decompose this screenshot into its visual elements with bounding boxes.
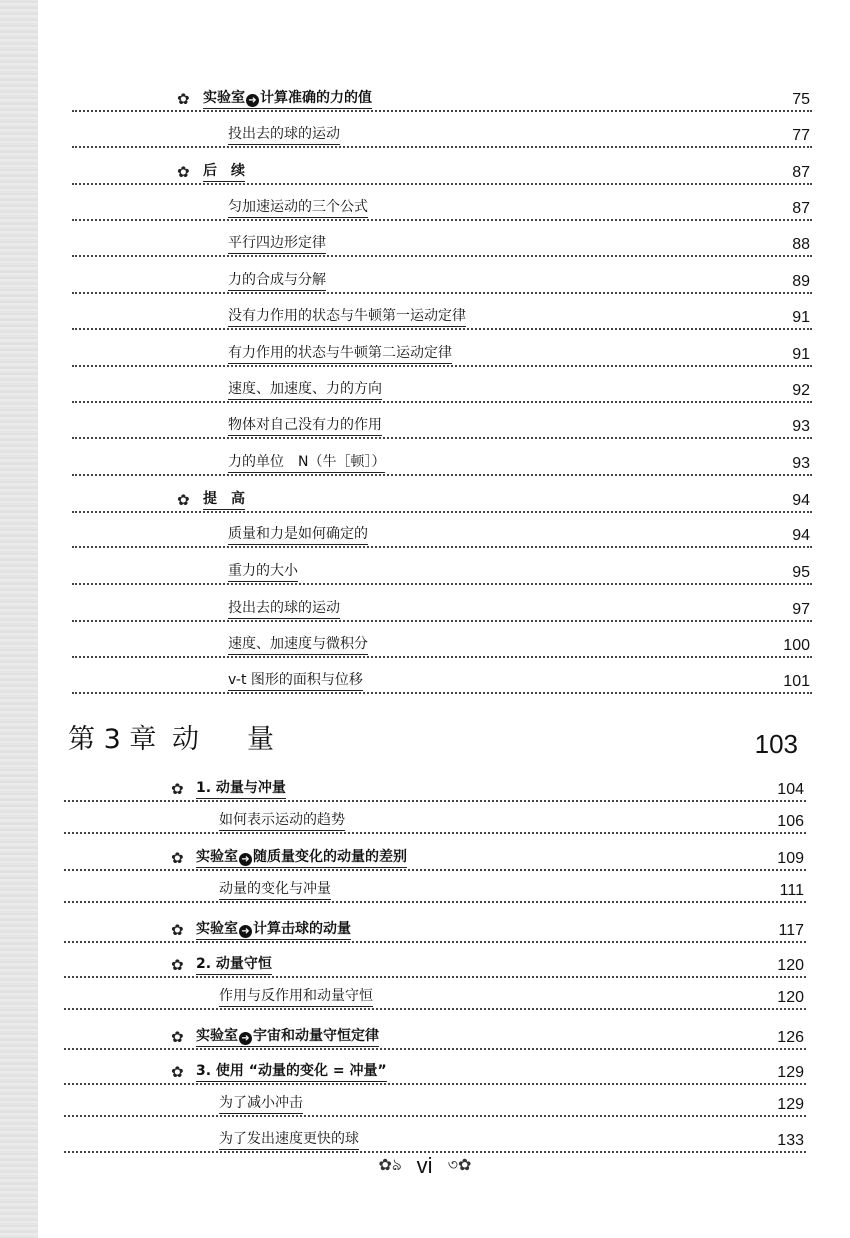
leader-dots	[72, 620, 812, 622]
toc-entry-major[interactable]	[72, 155, 812, 185]
toc-entry-minor[interactable]	[64, 804, 806, 834]
toc-page-number: 120	[777, 989, 804, 1006]
toc-entry-title: 为了发出速度更快的球	[219, 1130, 359, 1150]
toc-page-number: 77	[792, 127, 810, 144]
toc-entry-major[interactable]	[64, 772, 806, 802]
toc-entry-minor[interactable]	[72, 592, 812, 622]
toc-page-number: 91	[792, 309, 810, 326]
page-footer	[0, 1152, 850, 1182]
circle-arrow-icon: ➜	[239, 925, 252, 938]
toc-page-number: 92	[792, 382, 810, 399]
lab-prefix: 实验室	[196, 921, 238, 937]
toc-entry-title	[196, 848, 407, 868]
ornament-left-icon: ✿ঌ	[378, 1155, 402, 1174]
toc-entry-major[interactable]	[72, 483, 812, 513]
leader-dots	[64, 1083, 806, 1085]
toc-entry-title	[203, 89, 372, 109]
toc-entry-major[interactable]	[64, 1020, 806, 1050]
chapter-number: 第 3 章	[68, 724, 157, 755]
toc-page-number: 75	[792, 91, 810, 108]
leader-dots	[64, 832, 806, 834]
flower-icon: ✿	[171, 1028, 184, 1046]
toc-entry-title: 速度、加速度与微积分	[228, 635, 368, 655]
toc-entry-minor[interactable]	[72, 518, 812, 548]
toc-page-number: 100	[783, 637, 810, 654]
leader-dots	[72, 546, 812, 548]
toc-page-number: 94	[792, 527, 810, 544]
toc-page-number: 120	[777, 957, 804, 974]
toc-entry-minor[interactable]	[72, 227, 812, 257]
toc-entry-major[interactable]	[64, 913, 806, 943]
leader-dots	[72, 183, 812, 185]
toc-entry-title: 力的单位 N（牛［顿］）	[228, 453, 385, 473]
toc-page-number: 104	[777, 781, 804, 798]
toc-entry-minor[interactable]	[72, 409, 812, 439]
toc-page-number: 93	[792, 418, 810, 435]
flower-icon: ✿	[177, 491, 190, 509]
toc-page-number: 111	[779, 882, 804, 899]
toc-entry-minor[interactable]	[64, 873, 806, 903]
toc-page-number: 88	[792, 236, 810, 253]
toc-entry-minor[interactable]	[64, 980, 806, 1010]
toc-entry-minor[interactable]	[64, 1087, 806, 1117]
flower-icon: ✿	[177, 163, 190, 181]
toc-entry-title: 1. 动量与冲量	[196, 779, 286, 799]
toc-page-number: 101	[783, 673, 810, 690]
toc-entry-minor[interactable]	[72, 628, 812, 658]
toc-entry-minor[interactable]	[72, 446, 812, 476]
toc-entry-title: 后 续	[203, 162, 245, 182]
toc-entry-title: 2. 动量守恒	[196, 955, 272, 975]
toc-entry-title: 物体对自己没有力的作用	[228, 416, 382, 436]
leader-dots	[64, 869, 806, 871]
toc-entry-minor[interactable]	[72, 118, 812, 148]
toc-entry-minor[interactable]	[72, 373, 812, 403]
leader-dots	[72, 437, 812, 439]
toc-page-number: 87	[792, 164, 810, 181]
leader-dots	[64, 901, 806, 903]
toc-entry-title: 匀加速运动的三个公式	[228, 198, 368, 218]
toc-entry-title: 有力作用的状态与牛顿第二运动定律	[228, 344, 452, 364]
toc-page-number: 133	[777, 1132, 804, 1149]
toc-entry-minor[interactable]	[72, 555, 812, 585]
toc-entry-title: 如何表示运动的趋势	[219, 811, 345, 831]
leader-dots	[72, 474, 812, 476]
toc-entry-minor[interactable]	[72, 337, 812, 367]
toc-entry-minor[interactable]	[72, 664, 812, 694]
lab-prefix: 实验室	[196, 1028, 238, 1044]
toc-page-number: 106	[777, 813, 804, 830]
toc-entry-title	[196, 1027, 379, 1047]
flower-icon: ✿	[177, 90, 190, 108]
toc-page-number: 94	[792, 492, 810, 509]
toc-entry-title	[196, 920, 351, 940]
leader-dots	[64, 941, 806, 943]
lab-title: 计算击球的动量	[253, 921, 351, 937]
flower-icon: ✿	[171, 849, 184, 867]
circle-arrow-icon: ➜	[239, 1032, 252, 1045]
toc-page-number: 117	[778, 922, 804, 939]
toc-entry-major[interactable]	[64, 841, 806, 871]
lab-prefix: 实验室	[203, 90, 245, 106]
toc-entry-title: 为了减小冲击	[219, 1094, 303, 1114]
leader-dots	[72, 219, 812, 221]
toc-entry-minor[interactable]	[72, 191, 812, 221]
toc-entry-major[interactable]	[72, 82, 812, 112]
toc-page-number: 95	[792, 564, 810, 581]
lab-title: 计算准确的力的值	[260, 90, 372, 106]
toc-entry-title: 质量和力是如何确定的	[228, 525, 368, 545]
toc-page-number: 97	[792, 601, 810, 618]
circle-arrow-icon: ➜	[239, 853, 252, 866]
toc-entry-title: 作用与反作用和动量守恒	[219, 987, 373, 1007]
toc-entry-major[interactable]	[64, 1055, 806, 1085]
leader-dots	[72, 292, 812, 294]
toc-entry-title: 动量的变化与冲量	[219, 880, 331, 900]
leader-dots	[72, 110, 812, 112]
lab-prefix: 实验室	[196, 849, 238, 865]
page-folio: vi	[416, 1152, 433, 1178]
leader-dots	[72, 401, 812, 403]
toc-page-number: 93	[792, 455, 810, 472]
toc-entry-minor[interactable]	[72, 264, 812, 294]
chapter-heading[interactable]	[68, 722, 800, 762]
leader-dots	[64, 800, 806, 802]
leader-dots	[72, 146, 812, 148]
flower-icon: ✿	[171, 921, 184, 939]
leader-dots	[72, 255, 812, 257]
chapter-page-number: 103	[754, 729, 798, 759]
toc-page-number: 91	[792, 346, 810, 363]
leader-dots	[64, 1048, 806, 1050]
toc-entry-title: 重力的大小	[228, 562, 298, 582]
flower-icon: ✿	[171, 1063, 184, 1081]
scanned-page-edge	[0, 0, 38, 1238]
leader-dots	[64, 1115, 806, 1117]
toc-entry-title: v-t 图形的面积与位移	[228, 671, 363, 691]
toc-entry-title: 没有力作用的状态与牛顿第一运动定律	[228, 307, 466, 327]
lab-title: 宇宙和动量守恒定律	[253, 1028, 379, 1044]
leader-dots	[72, 583, 812, 585]
ornament-right-icon: ৩✿	[447, 1155, 472, 1174]
toc-entry-title: 投出去的球的运动	[228, 599, 340, 619]
toc-page-number: 87	[792, 200, 810, 217]
leader-dots	[72, 692, 812, 694]
leader-dots	[72, 511, 812, 513]
flower-icon: ✿	[171, 956, 184, 974]
toc-entry-title: 平行四边形定律	[228, 234, 326, 254]
leader-dots	[72, 328, 812, 330]
leader-dots	[72, 365, 812, 367]
toc-entry-title: 提 高	[203, 490, 245, 510]
toc-entry-minor[interactable]	[64, 1123, 806, 1153]
toc-entry-title: 投出去的球的运动	[228, 125, 340, 145]
flower-icon: ✿	[171, 780, 184, 798]
leader-dots	[64, 976, 806, 978]
toc-page-number: 129	[777, 1064, 804, 1081]
toc-entry-major[interactable]	[64, 948, 806, 978]
toc-page-number: 109	[777, 850, 804, 867]
toc-entry-title: 力的合成与分解	[228, 271, 326, 291]
toc-page-number: 126	[777, 1029, 804, 1046]
toc-entry-title: 3. 使用 “动量的变化 = 冲量”	[196, 1062, 387, 1082]
toc-entry-minor[interactable]	[72, 300, 812, 330]
chapter-title: 动量	[172, 724, 322, 755]
lab-title: 随质量变化的动量的差别	[253, 849, 407, 865]
toc-page-number: 129	[777, 1096, 804, 1113]
toc-entry-title: 速度、加速度、力的方向	[228, 380, 382, 400]
leader-dots	[64, 1008, 806, 1010]
leader-dots	[72, 656, 812, 658]
toc-page-number: 89	[792, 273, 810, 290]
circle-arrow-icon: ➜	[246, 94, 259, 107]
